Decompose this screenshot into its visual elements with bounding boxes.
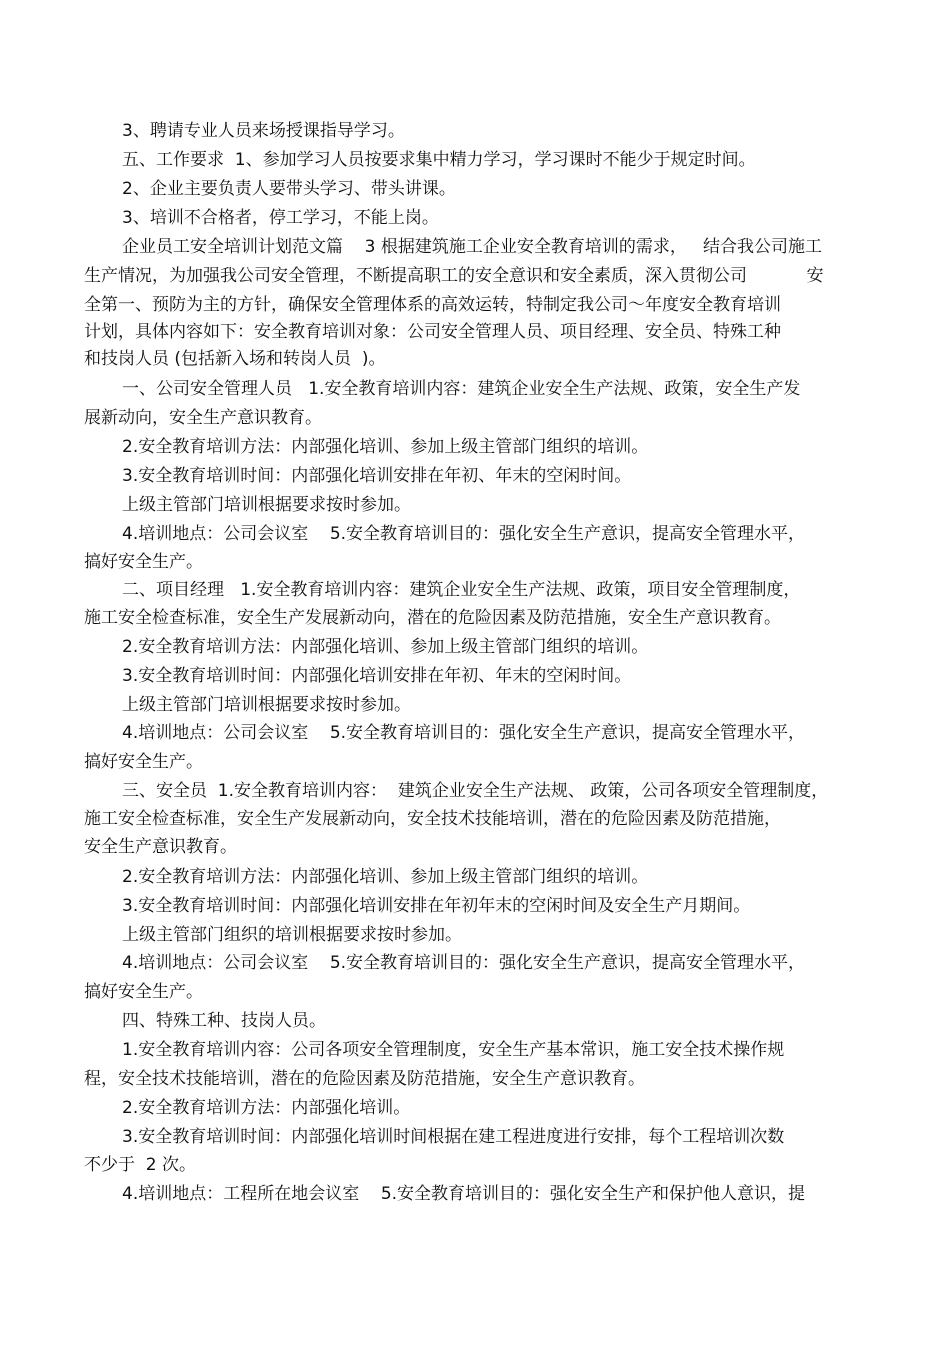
text-line: 3.安全教育培训时间：内部强化培训时间根据在建工程进度进行安排，每个工程培训次数 [122,1127,785,1147]
text-line: 4.培训地点：工程所在地会议室 5.安全教育培训目的：强化安全生产和保护他人意识，提 [122,1184,806,1204]
text-line: 2.安全教育培训方法：内部强化培训、参加上级主管部门组织的培训。 [122,637,649,657]
text-line: 五、工作要求 1、参加学习人员按要求集中精力学习，学习课时不能少于规定时间。 [122,150,756,170]
text-line: 搞好安全生产。 [84,982,203,1002]
text-line: 生产情况，为加强我公司安全管理，不断提高职工的安全意识和安全素质，深入贯彻公司 安 [84,266,824,286]
text-line: 3、培训不合格者，停工学习，不能上岗。 [122,208,439,228]
text-line: 一、公司安全管理人员 1.安全教育培训内容：建筑企业安全生产法规、政策，安全生产发 [122,379,801,399]
text-line: 上级主管部门培训根据要求按时参加。 [122,495,411,515]
text-line: 1.安全教育培训内容：公司各项安全管理制度，安全生产基本常识，施工安全技术操作规 [122,1040,785,1060]
text-line: 2、企业主要负责人要带头学习、带头讲课。 [122,179,456,199]
text-line: 4.培训地点：公司会议室 5.安全教育培训目的：强化安全生产意识，提高安全管理水平， [122,723,806,743]
text-line: 程，安全技术技能培训，潜在的危险因素及防范措施，安全生产意识教育。 [84,1069,645,1089]
text-line: 搞好安全生产。 [84,752,203,772]
text-line: 3.安全教育培训时间：内部强化培训安排在年初、年末的空闲时间。 [122,666,632,686]
text-line: 展新动向，安全生产意识教育。 [84,408,322,428]
text-line: 3、聘请专业人员来场授课指导学习。 [122,121,405,141]
text-line: 2.安全教育培训方法：内部强化培训、参加上级主管部门组织的培训。 [122,437,649,457]
text-line: 三、安全员 1.安全教育培训内容： 建筑企业安全生产法规、 政策，公司各项安全管理制度， [122,781,829,801]
text-line: 全第一、预防为主的方针，确保安全管理体系的高效运转，特制定我公司～年度安全教育培训 [84,295,781,315]
text-line: 3.安全教育培训时间：内部强化培训安排在年初、年末的空闲时间。 [122,466,632,486]
text-line: 和技岗人员 (包括新入场和转岗人员 )。 [84,349,386,369]
text-line: 二、项目经理 1.安全教育培训内容：建筑企业安全生产法规、政策，项目安全管理制度， [122,580,801,600]
text-line: 上级主管部门培训根据要求按时参加。 [122,695,411,715]
text-line: 4.培训地点：公司会议室 5.安全教育培训目的：强化安全生产意识，提高安全管理水平， [122,953,806,973]
text-line: 施工安全检查标准，安全生产发展新动向，安全技术技能培训，潜在的危险因素及防范措施， [84,809,781,829]
text-line: 搞好安全生产。 [84,552,203,572]
text-line: 3.安全教育培训时间：内部强化培训安排在年初年末的空闲时间及安全生产月期间。 [122,896,751,916]
text-line: 四、特殊工种、技岗人员。 [122,1011,326,1031]
text-line: 不少于 2 次。 [84,1155,197,1175]
text-line: 上级主管部门组织的培训根据要求按时参加。 [122,925,462,945]
text-line: 2.安全教育培训方法：内部强化培训、参加上级主管部门组织的培训。 [122,867,649,887]
text-line: 2.安全教育培训方法：内部强化培训。 [122,1098,411,1118]
text-line: 4.培训地点：公司会议室 5.安全教育培训目的：强化安全生产意识，提高安全管理水平， [122,524,806,544]
text-line: 施工安全检查标准，安全生产发展新动向，潜在的危险因素及防范措施，安全生产意识教育。 [84,608,781,628]
text-line: 安全生产意识教育。 [84,837,237,857]
text-line: 企业员工安全培训计划范文篇 3 根据建筑施工企业安全教育培训的需求， 结合我公司施工 [122,237,823,257]
text-line: 计划，具体内容如下：安全教育培训对象：公司安全管理人员、项目经理、安全员、特殊工种 [84,322,781,342]
